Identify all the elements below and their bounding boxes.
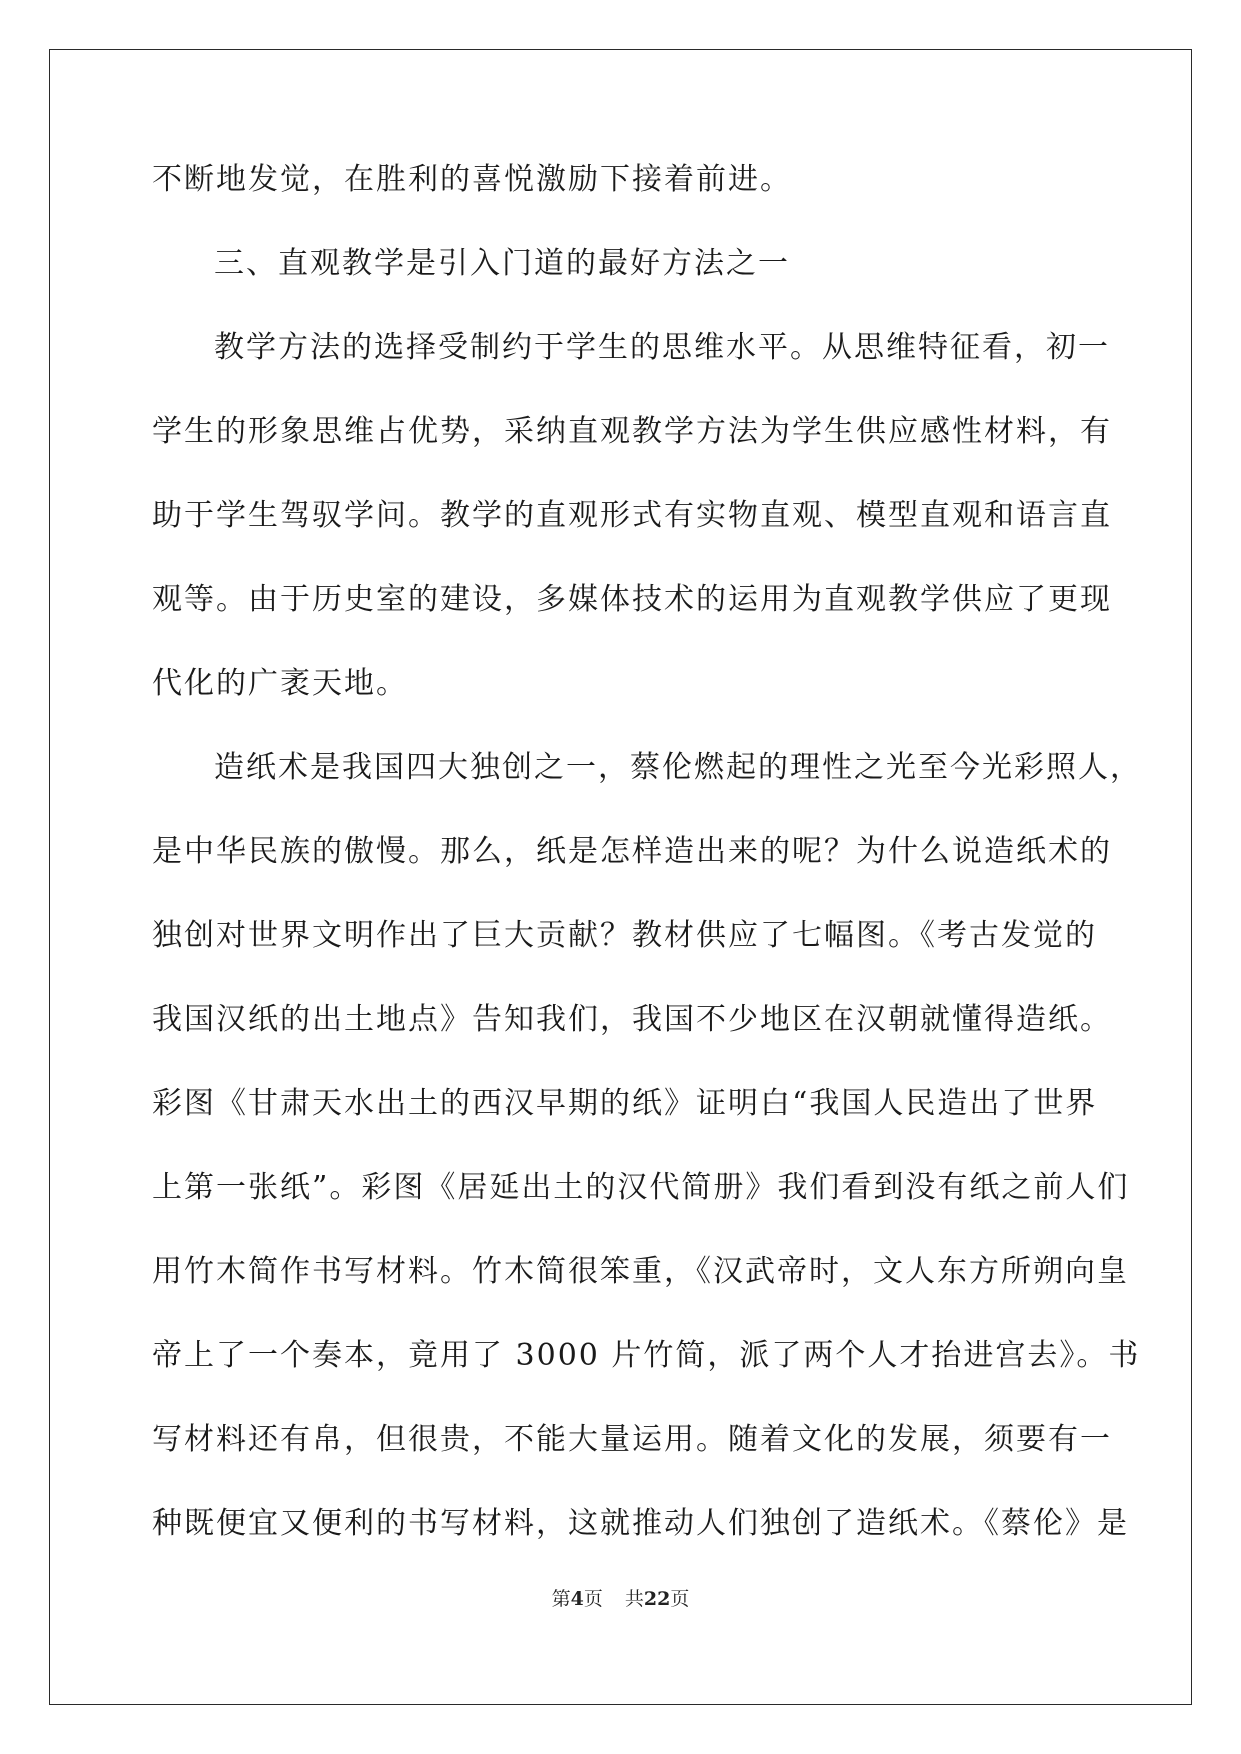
paragraph-line: 彩图《甘肃天水出土的西汉早期的纸》证明白“我国人民造出了世界 — [152, 1086, 1098, 1121]
total-prefix: 共 — [624, 1588, 644, 1610]
paragraph-line: 观等。由于历史室的建设，多媒体技术的运用为直观教学供应了更现 — [152, 582, 1112, 617]
paragraph-line: 学生的形象思维占优势，采纳直观教学方法为学生供应感性材料，有 — [152, 414, 1112, 449]
section-heading: 三、直观教学是引入门道的最好方法之一 — [214, 246, 790, 281]
paragraph-line: 造纸术是我国四大独创之一，蔡伦燃起的理性之光至今光彩照人， — [214, 750, 1142, 785]
paragraph-line: 种既便宜又便利的书写材料，这就推动人们独创了造纸术。《蔡伦》是 — [152, 1506, 1129, 1541]
paragraph-line: 不断地发觉，在胜利的喜悦激励下接着前进。 — [152, 162, 792, 197]
page-suffix: 页 — [583, 1588, 603, 1610]
page-number: 4 — [570, 1588, 584, 1610]
paragraph-line: 我国汉纸的出土地点》告知我们，我国不少地区在汉朝就懂得造纸。 — [152, 1002, 1112, 1037]
paragraph-line: 独创对世界文明作出了巨大贡献？教材供应了七幅图。《考古发觉的 — [152, 918, 1097, 953]
paragraph-line: 写材料还有帛，但很贵，不能大量运用。随着文化的发展，须要有一 — [152, 1422, 1112, 1457]
paragraph-line: 教学方法的选择受制约于学生的思维水平。从思维特征看，初一 — [214, 330, 1110, 365]
paragraph-line: 是中华民族的傲慢。那么，纸是怎样造出来的呢？为什么说造纸术的 — [152, 834, 1112, 869]
total-pages: 22 — [643, 1588, 671, 1610]
paragraph-line: 代化的广袤天地。 — [152, 666, 408, 701]
paragraph-line: 用竹木简作书写材料。竹木简很笨重，《汉武帝时，文人东方所朔向皇 — [152, 1254, 1129, 1289]
page-prefix: 第 — [551, 1588, 571, 1610]
paragraph-line: 助于学生驾驭学问。教学的直观形式有实物直观、模型直观和语言直 — [152, 498, 1112, 533]
paragraph-line: 上第一张纸”。彩图《居延出土的汉代简册》我们看到没有纸之前人们 — [152, 1170, 1130, 1205]
paragraph-line: 帝上了一个奏本，竟用了 3000 片竹简，派了两个人才抬进宫去》。书 — [152, 1338, 1141, 1373]
page-footer — [0, 1587, 1241, 1611]
total-suffix: 页 — [670, 1588, 690, 1610]
